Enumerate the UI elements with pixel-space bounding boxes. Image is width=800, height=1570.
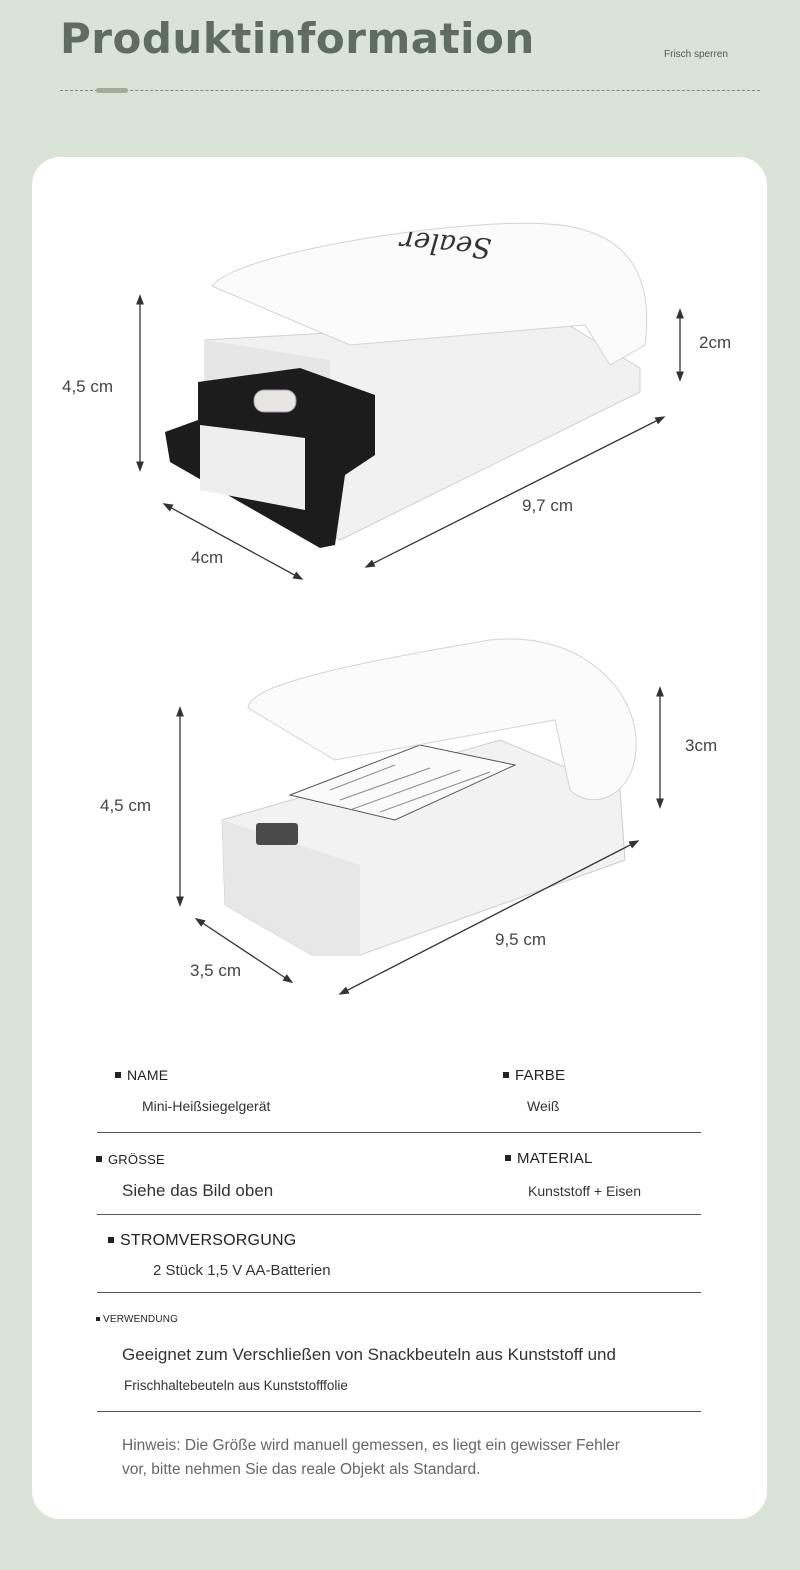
bullet-square-icon [96,1317,100,1321]
note-line-2: vor, bitte nehmen Sie das reale Objekt als Standard. [122,1461,481,1478]
spec-usage-label [96,1314,178,1325]
spec-divider [97,1132,701,1133]
dimension-width-1: 4cm [191,548,224,567]
dimension-top-1: 2cm [699,333,732,352]
spec-color-label-text: FARBE [515,1067,566,1084]
dimension-length-1: 9,7 cm [522,496,574,515]
spec-name-value: Mini-Heißsiegelgerät [142,1098,271,1114]
spec-divider [97,1214,701,1215]
spec-divider [97,1292,701,1293]
page-title: Produktinformation [60,14,535,63]
spec-material-label [505,1150,593,1167]
spec-size-value: Siehe das Bild oben [122,1181,274,1200]
spec-usage-value-line1: Geeignet zum Verschließen von Snackbeuteln aus Kunststoff und [122,1345,616,1364]
dimension-width-2: 3,5 cm [190,961,242,980]
spec-color-value: Weiß [527,1098,560,1114]
spec-color-label [503,1067,565,1084]
bullet-square-icon [96,1156,102,1162]
note-line-1: Hinweis: Die Größe wird manuell gemessen, es liegt ein gewisser Fehler [122,1437,620,1454]
bullet-square-icon [108,1237,114,1243]
dimension-top-2: 3cm [685,736,718,755]
spec-divider [97,1411,701,1412]
spec-usage-label-text: VERWENDUNG [103,1314,179,1325]
spec-power-label-text: STROMVERSORGUNG [120,1232,297,1249]
spec-material-value: Kunststoff + Eisen [528,1183,641,1199]
brand-logo-text: Sealer [398,224,493,265]
dimension-length-2: 9,5 cm [495,930,547,949]
measurement-note [122,1434,682,1482]
spec-usage-value-line2: Frischhaltebeuteln aus Kunststofffolie [124,1378,348,1393]
spec-name-label-text: NAME [127,1067,169,1083]
page-subtitle: Frisch sperren [664,49,728,60]
spec-size-label [96,1152,165,1167]
bullet-square-icon [115,1072,121,1078]
spec-power-value: 2 Stück 1,5 V AA-Batterien [153,1262,331,1279]
spec-material-label-text: MATERIAL [517,1150,593,1167]
spec-power-label [108,1232,296,1250]
dimension-height-1: 4,5 cm [62,377,114,396]
bullet-square-icon [505,1155,511,1161]
spec-name-label [115,1067,168,1083]
bullet-square-icon [503,1072,509,1078]
dimension-height-2: 4,5 cm [100,796,152,815]
spec-size-label-text: GRÖSSE [108,1152,165,1167]
